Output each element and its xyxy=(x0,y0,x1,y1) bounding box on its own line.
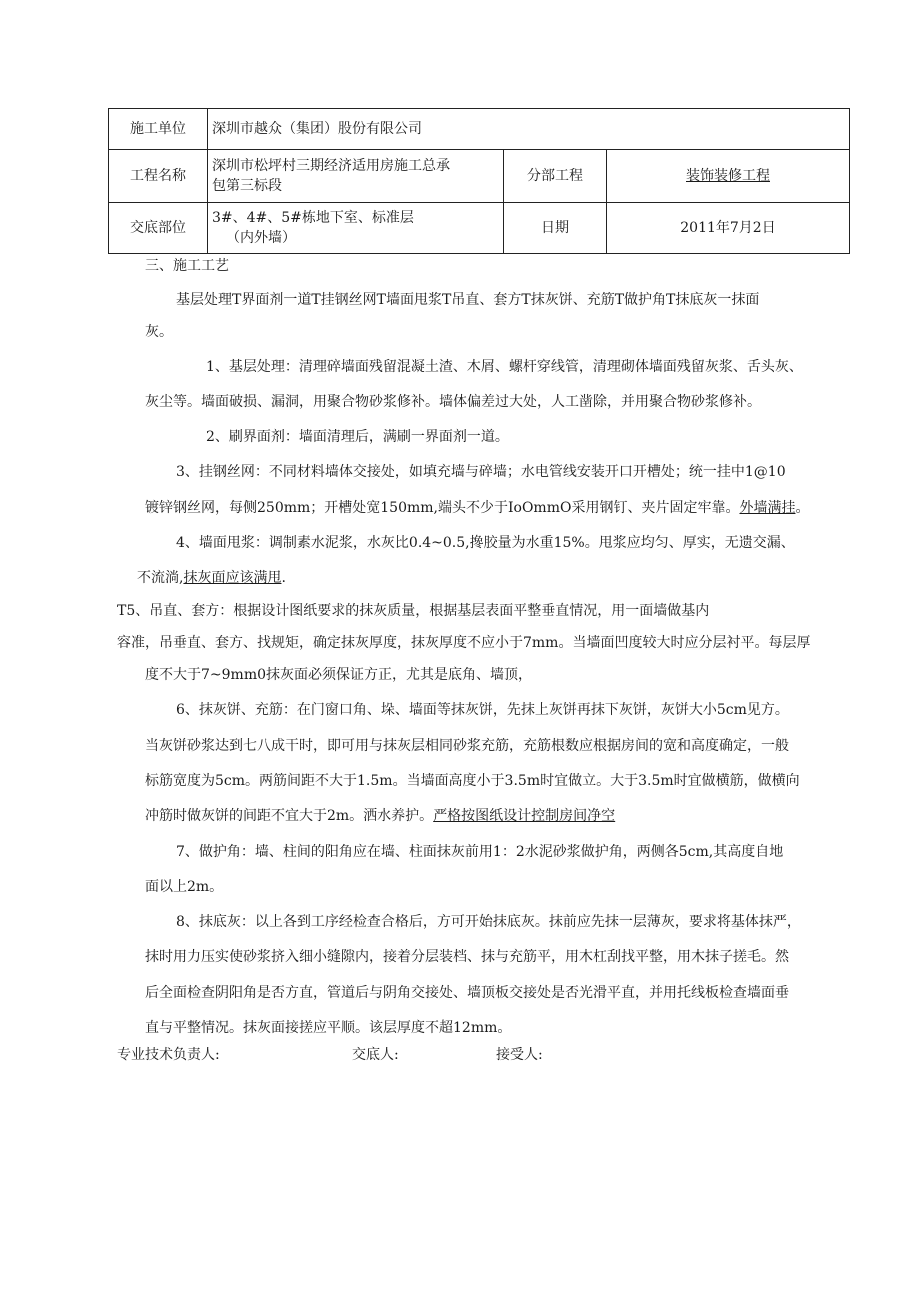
project-name-line2: 包第三标段 xyxy=(212,178,282,194)
step2-line1: 2、刷界面剂：墙面清理后，满刷一界面剂一道。 xyxy=(206,429,509,445)
process-flow-line2: 灰。 xyxy=(145,324,173,340)
step4-line2-end: . xyxy=(281,570,286,586)
sub-project-value xyxy=(607,150,850,203)
project-name-value xyxy=(208,150,504,203)
process-flow-line1: 基层处理T界面剂一道T挂钢丝网T墙面甩浆T吊直、套方T抹灰饼、充筋T做护角T抹底灰一抹面 xyxy=(176,292,760,308)
info-table xyxy=(108,108,850,254)
handover-location-line2: （内外墙） xyxy=(226,230,296,246)
step6-line4-text: 冲筋时做灰饼的间距不宜大于2m。洒水养护。 xyxy=(145,808,434,824)
step5-line3: 度不大于7~9mm0抹灰面必须保证方正，尤其是底角、墙顶， xyxy=(145,667,533,683)
step5-line2: 容准，吊垂直、套方、找规矩，确定抹灰厚度，抹灰厚度不应小于7mm。当墙面凹度较大时应分层衬平。每层厚 xyxy=(117,635,811,651)
step1-line1: 1、基层处理：清理碎墙面残留混凝土渣、木屑、螺杆穿线管，清理砌体墙面残留灰浆、舌头灰、 xyxy=(206,359,803,375)
step3-line2 xyxy=(145,498,809,518)
handover-location-label: 交底部位 xyxy=(109,203,208,254)
table-row xyxy=(109,109,850,150)
table-row xyxy=(109,203,850,254)
construction-unit-label: 施工单位 xyxy=(109,109,208,150)
step8-line3: 后全面检查阴阳角是否方直，管道后与阴角交接处、墙顶板交接处是否光滑平直，并用托线板检查墙面垂 xyxy=(145,985,789,1001)
step6-line4 xyxy=(145,806,615,826)
sub-project-label: 分部工程 xyxy=(504,150,607,203)
step8-line2: 抹时用力压实使砂浆挤入细小缝隙内，接着分层装档、抹与充筋平，用木杠刮找平整，用木抹子搓毛。然 xyxy=(145,949,789,965)
step3-line2-end: 。 xyxy=(795,500,810,516)
step4-line2 xyxy=(137,568,286,588)
step3-emphasis: 外墙满挂 xyxy=(739,500,796,516)
step7-line1: 7、做护角：墙、柱间的阳角应在墙、柱面抹灰前用1：2水泥砂浆做护角，两侧各5cm,其高度自地 xyxy=(176,844,784,860)
step3-line1: 3、挂钢丝网：不同材料墙体交接处，如填充墙与碎墙；水电管线安装开口开槽处；统一挂中1@10 xyxy=(176,464,786,480)
briefer-signature-label: 交底人: xyxy=(352,1047,399,1063)
tech-lead-signature-label: 专业技术负责人: xyxy=(117,1047,220,1063)
step4-line1: 4、墙面甩浆：调制素水泥浆，水灰比0.4~0.5,搀胶量为水重15%。甩浆应均匀、厚实，无遗交漏、 xyxy=(176,535,795,551)
construction-unit-value: 深圳市越众（集团）股份有限公司 xyxy=(208,109,850,150)
step6-line3: 标筋宽度为5cm。两筋间距不大于1.5m。当墙面高度小于3.5m时宜做立。大于3.5m时宜做横筋，做横向 xyxy=(145,773,800,789)
step4-line2-text: 不流淌, xyxy=(137,570,184,586)
table-row xyxy=(109,150,850,203)
project-name-label: 工程名称 xyxy=(109,150,208,203)
step3-line2-text: 镀锌钢丝网，每侧250mm；开槽处宽150mm,端头不少于IoOmmO采用钢钉、夹片固定牢靠。 xyxy=(145,500,740,516)
step8-line1: 8、抹底灰：以上各到工序经检查合格后，方可开始抹底灰。抹前应先抹一层薄灰，要求将基体抹严， xyxy=(176,914,801,930)
step5-line1: T5、吊直、套方：根据设计图纸要求的抹灰质量，根据基层表面平整垂直情况，用一面墙做基内 xyxy=(117,603,710,619)
handover-location-line1: 3#、4#、5#栋地下室、标准层 xyxy=(212,210,414,226)
step1-line2: 灰尘等。墙面破损、漏洞，用聚合物砂浆修补。墙体偏差过大处，人工凿除，并用聚合物砂浆修补。 xyxy=(145,394,761,410)
receiver-signature-label: 接受人: xyxy=(496,1047,543,1063)
sub-project-text: 装饰装修工程 xyxy=(686,168,770,184)
date-value: 2011年7月2日 xyxy=(607,203,850,254)
step4-emphasis: 抹灰面应该满甩 xyxy=(183,570,282,586)
section-title: 三、施工工艺 xyxy=(145,258,229,274)
date-label: 日期 xyxy=(504,203,607,254)
step6-emphasis: 严格按图纸设计控制房间净空 xyxy=(433,808,616,824)
step7-line2: 面以上2m。 xyxy=(145,879,224,895)
step6-line1: 6、抹灰饼、充筋：在门窗口角、垛、墙面等抹灰饼，先抹上灰饼再抹下灰饼，灰饼大小5cm见方。 xyxy=(176,702,789,718)
project-name-line1: 深圳市松坪村三期经济适用房施工总承 xyxy=(212,158,450,174)
handover-location-value xyxy=(208,203,504,254)
step8-line4: 直与平整情况。抹灰面接搓应平顺。该层厚度不超12mm。 xyxy=(145,1020,512,1036)
step6-line2: 当灰饼砂浆达到七八成干时，即可用与抹灰层相同砂浆充筋，充筋根数应根据房间的宽和高度确定，一般 xyxy=(145,738,789,754)
